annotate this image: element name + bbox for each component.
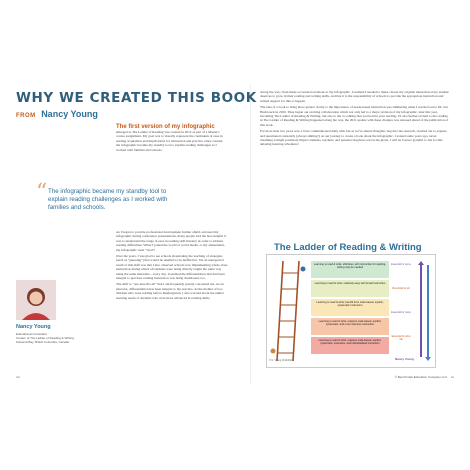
page-title: WHY WE CREATED THIS BOOK [16,90,257,106]
side-note: Beneficial for all [392,287,410,290]
double-arrow-icon [413,261,433,361]
pull-quote: The infographic became my standby tool to explain reading challenges as I worked with families and schools. [48,188,168,211]
from-label: FROM [16,113,36,119]
publisher-text: © Benchmark Education Company LLC [394,375,448,379]
body-paragraph: The shift to "one-size-fits-all" that I am frequently greatly concerned me. As an educator, differentiation has been integral to my practice. At the mother of two children who were reading before Kindergarten, I also worried about the unmet learning needs of students who were more advanced in reading skills. [116,282,224,300]
body-paragraph: Along the way, I had made occasional revisions to my infographic. I realized I needed to make clearer my original intent that every student deserves to grow in their reading and writing skills, and that it is the responsibility of schools to provide the appropriate instruction and related support for this to happen. [260,90,449,103]
ladder-rung: Learning to read & write: requires code-based, explicit, systematic, extensive, and individualized instruction [311,337,389,354]
side-note: Essential for all at risk [391,335,411,341]
ladder-title: The Ladder of Reading & Writing [274,242,422,253]
lead-text: The first version of my infographic [116,124,215,130]
body-paragraph: Over the years, I was glad to see schools abandoning the teaching of strategies (such as "guessing") that would be deemed to be ineffective. Yet an unexpected result of this shift was that I also observed schools now implementing whole-class instruction during which all students were being directly taught the same way using the same materials—every day. It seemed the differentiation that had been integral to previous reading instruction was being abandoned, too. [116,254,228,281]
left-intro [116,124,226,152]
ladder-rung: Learning to read & write: relatively easy with broad instruction [311,280,389,297]
page-gutter [250,84,251,384]
book-spread [16,84,456,384]
bio-role: Kelowna Bay, British Columbia, Canada [16,340,69,344]
page-subtitle [16,109,98,119]
right-page-number: xv [451,375,454,379]
ladder-infographic [266,254,436,368]
body-paragraph: The idea of a book to bring more greater clarity to the importance of needs-based instruction was simmering when I reached out to Dr. Jan Hasbrouck in 2020. Thus began our exciting collaboration which not only led to a major revision of my infographic, later this year, becoming The Ladder of Reading & Writing, but also to the co-editing that you hold in your reading. I'd also further revised to the reading in The Ladder of Reading & Writing happened along the way, the 2021 update with these changes was released ahead of the publication of this book. [260,105,449,127]
bio-role: Educational Consultant [16,332,47,336]
ladder-credit: © N. Young 2012/2022 [269,359,294,362]
publisher-footer [395,375,454,379]
author-photo [16,280,56,320]
intro-body: emerged as The Ladder of Reading was created in 2012 as part of a Master's course assignment. My goal was to visually represent the continuum of ease in reading acquisition and implications for instruction and practice. Once created, the infographic became my standby tool to explain reading challenges as I worked with families and schools. [116,130,224,152]
side-note: Essential for many [391,311,411,314]
author-name: Nancy Young [41,109,98,119]
right-body [260,90,450,147]
ladder-logo: Nancy Young [395,357,414,361]
left-body [116,230,228,300]
portrait-icon [16,280,56,320]
quote-mark-icon: “ [36,180,48,205]
ladder-rung: Learning to read & write: effortless, with instruction for spelling-writing may be needed [311,261,389,278]
bio-roles [16,332,96,344]
left-page-number: xvi [16,375,20,379]
ladder-rung: Learning to read & write: requires code-based, explicit, systematic, and more intensive instruction [311,318,389,335]
ladder-rung: Learning to read & write: benefit from code-based, explicit, systematic instruction [311,299,389,316]
bio-name: Nancy Young [16,324,51,330]
bio-role: Creator of The Ladder of Reading & Writing [16,336,74,340]
body-paragraph: As I began to provide professional development further afield, and used my infographic during conference presentations, many people told me how helpful it was to understand the range of ease in reading skill mastery in order to address reading difficulties. When I joined the world of social media, to my amazement, my infographic went "viral"! [116,230,226,252]
ladder-icon [267,255,311,367]
body-paragraph: For more than two years now, I have communicated daily with Jan as we've shared thoughts, dug into the research, reached out to experts, and questioned constantly (always smiling!) on our journey to create a book about the infographic. I extend some years ago, never dreaming it might positively impact students, teachers, and parents/caregivers across the globe. I will be forever grateful to Jan for this amazing learning adventure! [260,129,448,147]
side-note: Essential for some [391,263,411,266]
